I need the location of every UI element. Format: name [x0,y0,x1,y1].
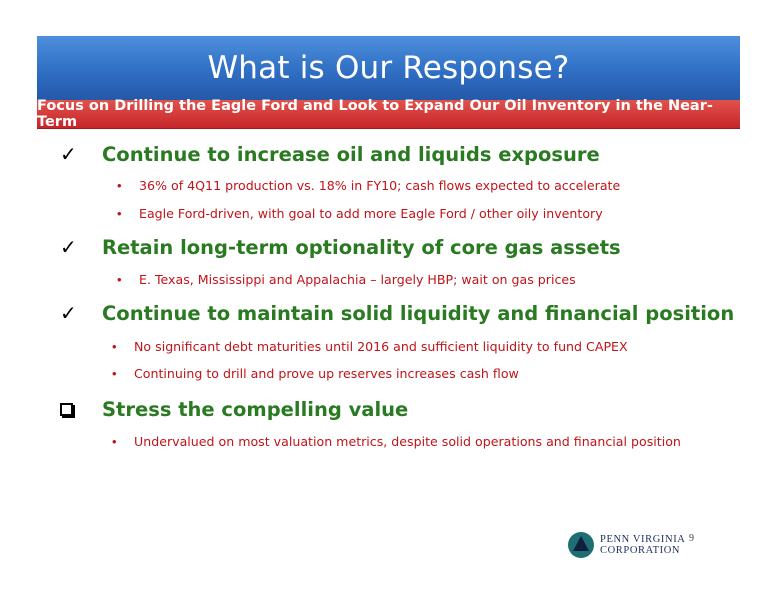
logo-wordmark [600,534,685,556]
checkmark-icon: ✓ [60,301,77,325]
heading-text: Continue to increase oil and liquids exposure [102,142,600,166]
checkbox-icon [60,403,102,416]
slide-subtitle: Focus on Drilling the Eagle Ford and Look to Expand Our Oil Inventory in the Near-Term [37,98,713,130]
section-heading-gas-assets [60,235,621,259]
bullet-text: Eagle Ford-driven, with goal to add more Eagle Ford / other oily inventory [139,206,603,221]
bullet-item [117,272,576,287]
slide-title: What is Our Response? [207,50,570,86]
bullet-icon: • [112,434,117,449]
heading-text: Stress the compelling value [102,398,409,421]
checkmark-icon: ✓ [60,235,77,259]
bullet-item [112,434,681,449]
logo-emblem-icon [566,530,596,560]
bullet-icon: • [112,366,117,381]
bullet-icon: • [117,178,122,193]
bullet-icon: • [117,206,122,221]
logo-line-2: CORPORATION [600,545,681,556]
section-heading-oil-liquids [60,142,600,166]
bullet-text: Undervalued on most valuation metrics, despite solid operations and financial position [134,434,681,449]
section-heading-liquidity [60,301,734,325]
bullet-icon: • [117,272,122,287]
logo-line-1: PENN VIRGINIA [600,534,686,545]
bullet-icon: • [112,339,117,354]
bullet-item [112,366,519,381]
page-number: 9 [689,533,694,544]
bullet-item [117,178,620,193]
company-logo [566,530,685,560]
section-heading-value [60,398,408,421]
heading-text: Continue to maintain solid liquidity and financial position [102,301,735,325]
checkmark-icon: ✓ [60,142,77,166]
heading-text: Retain long-term optionality of core gas assets [102,235,621,259]
bullet-text: Continuing to drill and prove up reserves increases cash flow [134,366,519,381]
bullet-text: No significant debt maturities until 2016 and sufficient liquidity to fund CAPEX [134,339,628,354]
bullet-item [117,206,603,221]
bullet-text: 36% of 4Q11 production vs. 18% in FY10; cash flows expected to accelerate [139,178,621,193]
bullet-text: E. Texas, Mississippi and Appalachia – largely HBP; wait on gas prices [139,272,576,287]
bullet-item [112,339,628,354]
